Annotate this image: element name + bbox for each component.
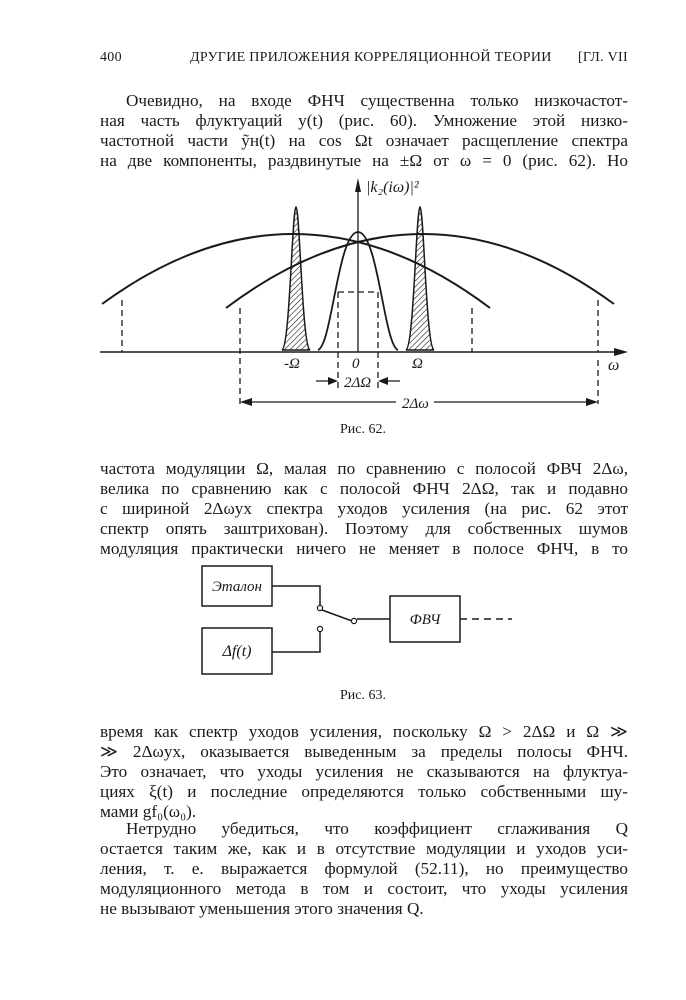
reference-box-label: Эталон (211, 579, 263, 595)
text-line: модуляционного метода в том и состоит, что уходы усиления (100, 879, 628, 898)
text-line: модуляция практически ничего не меняет в полосе ФНЧ, в то (100, 539, 628, 558)
tick-label-pos-omega: Ω (412, 356, 423, 372)
text-line: частота модуляции Ω, малая по сравнению с полосой ФВЧ 2Δω, (100, 459, 628, 478)
dim-outer-arrowhead-left (240, 398, 252, 406)
page-number: 400 (100, 50, 122, 65)
highpass-filter-label: ФВЧ (409, 612, 441, 628)
figure-62-caption: Рис. 62. (340, 422, 386, 437)
dim-label-2dOmega: 2ΔΩ (344, 375, 372, 391)
text-line: циях ξ(t) и последние определяются только собственными шу- (100, 782, 628, 801)
text-line: спектр опять заштрихован). Поэтому для собственных шумов (100, 519, 628, 538)
text-line: Это означает, что уходы усиления не сказываются на флуктуа- (100, 762, 628, 781)
paragraph-4 (100, 819, 628, 919)
figure-63-caption: Рис. 63. (340, 688, 386, 703)
text-line: ≫ 2Δωух, оказывается выведенным за пределы полосы ФНЧ. (100, 742, 628, 761)
switch-contact-upper (317, 605, 322, 610)
text-line: ная часть флуктуаций y(t) (рис. 60). Умножение этой низко- (100, 111, 628, 130)
running-title: ДРУГИЕ ПРИЛОЖЕНИЯ КОРРЕЛЯЦИОННОЙ ТЕОРИИ (190, 50, 552, 65)
text-line: ления, т. е. выражается формулой (52.11), но преимущество (100, 859, 628, 878)
y-axis-label: |k₂(iω)|² (366, 179, 419, 196)
switch-pivot (351, 618, 356, 623)
figure-63-block-diagram (0, 562, 686, 682)
text-line: частотной части ỹн(t) на cos Ωt означает расщепление спектра (100, 131, 628, 150)
switch-contact-lower (317, 626, 322, 631)
text-line: остается таким же, как и в отсутствие модуляции и уходов уси- (100, 839, 628, 858)
text-line: Очевидно, на входе ФНЧ существенна только низкочастот- (126, 91, 628, 110)
text-line: Нетрудно убедиться, что коэффициент сглаживания Q (126, 819, 628, 838)
y-axis-arrow (355, 178, 361, 192)
omega-axis-arrow (614, 348, 628, 356)
signal-box-label: Δf(t) (222, 643, 252, 660)
tick-label-zero: 0 (352, 356, 360, 372)
text-line: мами gf₀(ω₀). (100, 802, 197, 821)
chapter-label: [ГЛ. VII (577, 50, 628, 65)
peak-neg-omega (282, 207, 310, 350)
paragraph-3 (100, 722, 628, 822)
switch-blade (322, 610, 352, 621)
paragraph-2 (100, 459, 628, 559)
dim-inner-arrowhead-right (378, 377, 388, 385)
peak-pos-omega (406, 207, 434, 350)
text-line: время как спектр уходов усиления, поскольку Ω > 2ΔΩ и Ω ≫ (100, 722, 628, 741)
signal-wire (272, 632, 320, 652)
text-line: велика по сравнению как с полосой ФНЧ 2ΔΩ, так и подавно (100, 479, 628, 498)
text-line: с шириной 2Δωух спектра уходов усиления (на рис. 62 этот (100, 499, 628, 518)
reference-wire (272, 586, 320, 606)
figure-62-spectrum (0, 0, 686, 420)
omega-axis-label: ω (608, 357, 620, 374)
text-line: не вызывают уменьшения этого значения Q. (100, 899, 424, 918)
dim-outer-arrowhead-right (586, 398, 598, 406)
text-line: на две компоненты, раздвинутые на ±Ω от ω = 0 (рис. 62). Но (100, 151, 628, 170)
dim-inner-arrowhead-left (328, 377, 338, 385)
dim-label-2domega: 2Δω (402, 396, 429, 412)
tick-label-neg-omega: -Ω (284, 356, 300, 372)
